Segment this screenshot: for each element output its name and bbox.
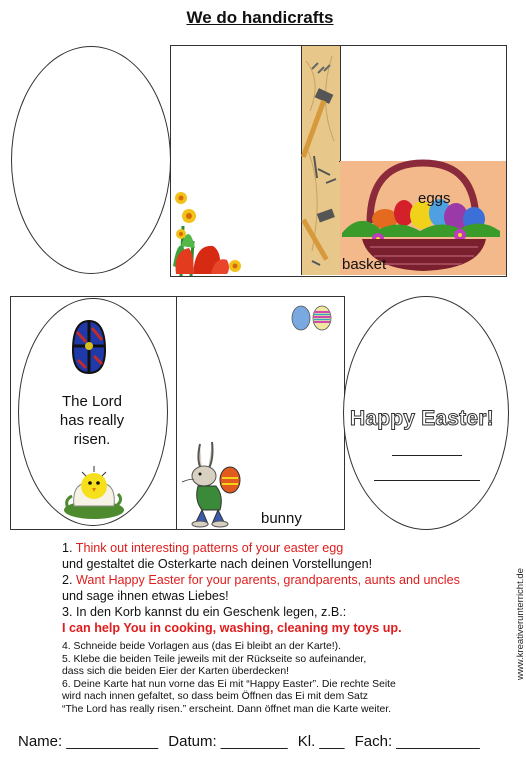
step-4: 4. Schneide beide Vorlagen aus (das Ei bleibt an der Karte!). (62, 641, 341, 652)
wood-strip (301, 46, 341, 275)
instruction-2-number: 2. (62, 573, 77, 587)
name-field[interactable]: Name: ___________ (18, 733, 159, 750)
basket-panel (340, 161, 506, 275)
instruction-2-german: und sage ihnen etwas Liebes! (62, 589, 229, 603)
step-5b: dass sich die beiden Eier der Karten überdecken! (62, 666, 290, 678)
footer-fields (18, 733, 480, 750)
lord-line-3: risen. (73, 431, 111, 448)
step-6a: 6. Deine Karte hat nun vorne das Ei mit “Happy Easter”. Die rechte Seite (62, 678, 396, 690)
klasse-field[interactable]: Kl. ___ (297, 733, 345, 750)
step-5a: 5. Klebe die beiden Teile jeweils mit der Rückseite so aufeinander, (62, 653, 367, 665)
writing-line-1 (392, 455, 462, 456)
datum-field[interactable]: Datum: ________ (168, 733, 288, 750)
bottom-card-divider (176, 297, 177, 529)
writing-line-2 (374, 480, 480, 481)
hammer-icon (302, 51, 340, 271)
instruction-1-german: und gestaltet die Osterkarte nach deinen Vorstellungen! (62, 557, 373, 571)
stained-glass-egg-icon (72, 320, 106, 374)
left-egg-outline (11, 46, 171, 274)
step-6c: “The Lord has really risen.” erscheint. Dann öffnet man die Karte weiter. (62, 703, 392, 715)
instruction-2-english: Want Happy Easter for your parents, grandparents, aunts and uncles (76, 573, 460, 587)
bunny-illustration (178, 440, 248, 528)
lord-line-1: The Lord (61, 393, 123, 410)
chick-illustration (62, 462, 126, 520)
instruction-1-english: Think out interesting patterns of your easter egg (75, 541, 344, 555)
basket-label: basket (342, 256, 387, 273)
page-title: We do handicrafts (186, 8, 334, 27)
instruction-2 (62, 572, 512, 588)
steps-block (62, 641, 502, 717)
small-easter-eggs-icon (290, 304, 334, 332)
lord-risen-text (42, 392, 142, 449)
instruction-1 (62, 540, 512, 556)
right-panel-divider (339, 46, 506, 162)
instruction-3: 3. In den Korb kannst du ein Geschenk legen, z.B.: (62, 605, 347, 619)
flowers-illustration (171, 186, 251, 276)
eggs-label: eggs (418, 190, 451, 207)
website-watermark: www.kreativerunterricht.de (515, 568, 526, 680)
bunny-label: bunny (261, 510, 302, 527)
lord-line-2: has really (59, 412, 125, 429)
happy-easter-text: Happy Easter! (350, 407, 494, 430)
step-6b: wird nach innen gefaltet, so dass beim Öffnen das Ei mit dem Satz (62, 691, 368, 703)
instruction-1-number: 1. (62, 541, 76, 555)
instruction-3-example: I can help You in cooking, washing, cleaning my toys up. (62, 621, 402, 635)
fach-field[interactable]: Fach: __________ (354, 733, 480, 750)
top-card-frame (170, 45, 507, 277)
instructions-block (62, 540, 512, 636)
